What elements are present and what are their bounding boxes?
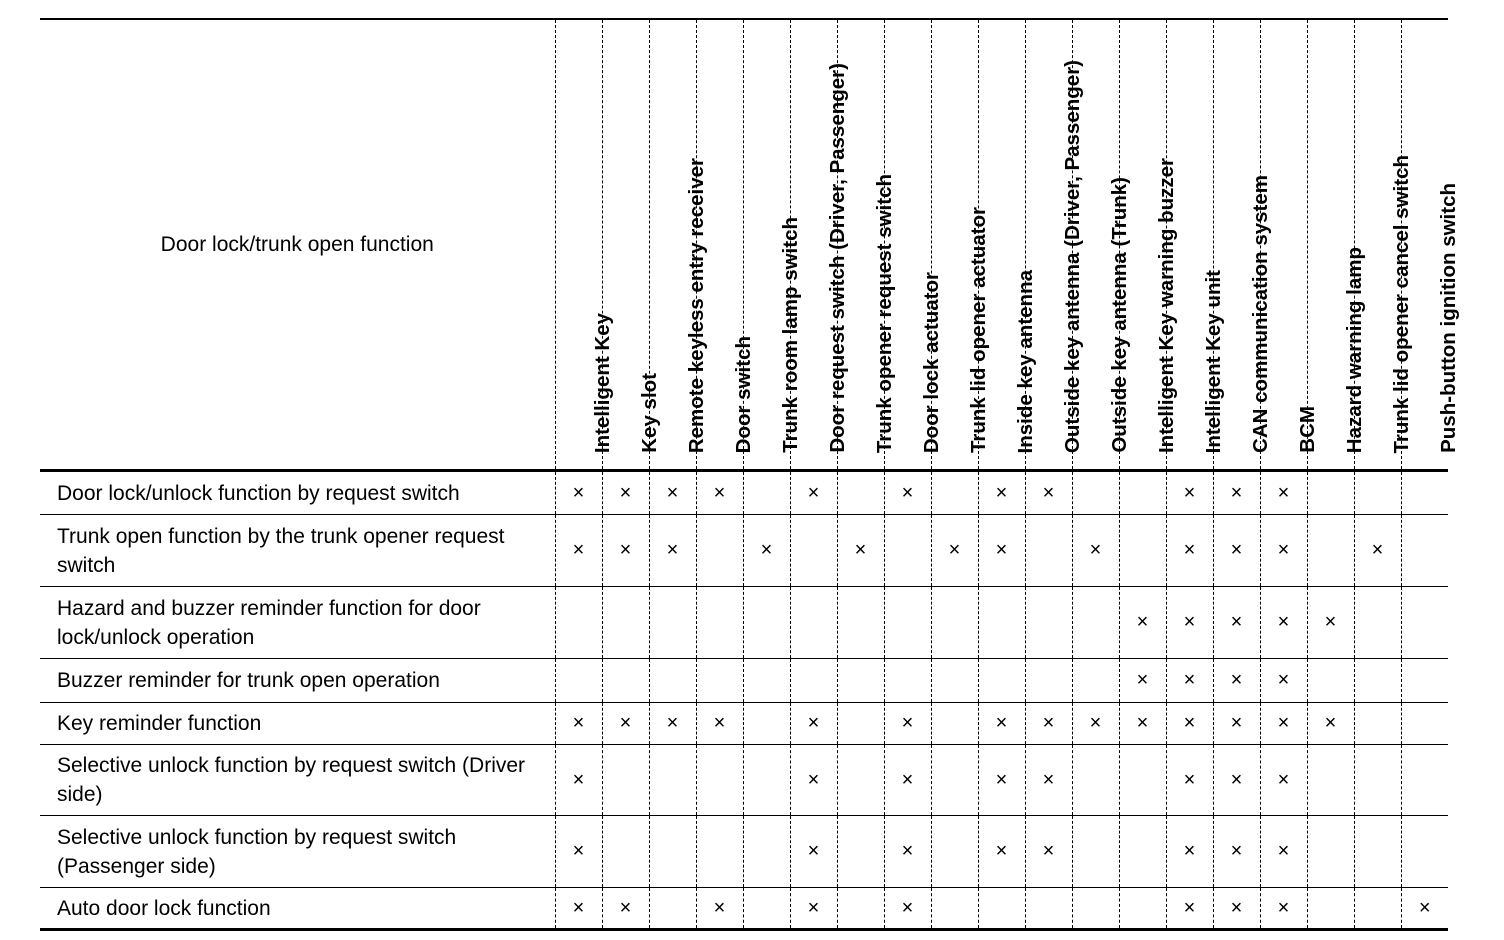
mark-cell [931,888,978,930]
x-mark-icon: × [1089,712,1102,734]
table-row [40,888,1448,930]
mark-cell [602,471,649,515]
mark-cell [1166,745,1213,816]
mark-cell [1354,515,1401,587]
x-mark-icon: × [901,840,914,862]
x-mark-icon: × [572,840,585,862]
mark-cell [1072,888,1119,930]
x-mark-icon: × [995,840,1008,862]
x-mark-icon: × [807,840,820,862]
mark-cell [1213,659,1260,703]
x-mark-icon: × [901,712,914,734]
x-mark-icon: × [1183,896,1196,919]
x-mark-icon: × [1230,768,1243,791]
x-mark-icon: × [1230,539,1243,561]
header-row [40,19,1448,471]
x-mark-icon: × [1277,712,1290,734]
column-header [1025,19,1084,471]
table-row [40,745,1448,816]
column-header [555,19,614,471]
x-mark-icon: × [1136,611,1149,633]
mark-cell [696,703,743,745]
mark-cell [1213,745,1260,816]
mark-cell [555,888,602,930]
mark-cell [649,745,696,816]
column-header [1213,19,1272,471]
mark-cell [884,888,931,930]
mark-cell [1025,659,1072,703]
x-mark-icon: × [1277,840,1290,862]
column-header-label: Intelligent Key warning buzzer [1154,157,1178,453]
mark-cell [602,745,649,816]
mark-cell [1072,515,1119,587]
mark-cell [743,816,790,888]
x-mark-icon: × [1277,768,1290,791]
x-mark-icon: × [901,481,914,504]
x-mark-icon: × [619,896,632,919]
mark-cell [743,888,790,930]
mark-cell [884,587,931,659]
mark-cell [978,659,1025,703]
mark-cell [1401,703,1448,745]
column-header-label: Intelligent Key [590,312,614,453]
mark-cell [1025,816,1072,888]
column-header-label: Intelligent Key unit [1201,269,1225,453]
column-header [837,19,896,471]
x-mark-icon: × [995,539,1008,561]
x-mark-icon: × [1042,481,1055,504]
mark-cell [1166,703,1213,745]
mark-cell [1307,471,1354,515]
mark-cell [1213,888,1260,930]
column-header [1401,19,1460,471]
mark-cell [1401,888,1448,930]
mark-cell [1025,888,1072,930]
mark-cell [743,471,790,515]
mark-cell [884,471,931,515]
x-mark-icon: × [1042,768,1055,791]
mark-cell [931,659,978,703]
column-header [931,19,990,471]
x-mark-icon: × [1277,539,1290,561]
column-header [602,19,661,471]
x-mark-icon: × [1324,712,1337,734]
column-header [1166,19,1225,471]
x-mark-icon: × [1277,611,1290,633]
mark-cell [1260,587,1307,659]
table-title: Door lock/trunk open function [40,19,555,471]
mark-cell [649,888,696,930]
mark-cell [1260,888,1307,930]
column-header-label: BCM [1295,406,1319,453]
mark-cell [978,745,1025,816]
mark-cell [1401,587,1448,659]
mark-cell [696,745,743,816]
mark-cell [743,587,790,659]
x-mark-icon: × [807,481,820,504]
x-mark-icon: × [619,712,632,734]
column-header-label: Outside key antenna (Trunk) [1107,177,1131,453]
x-mark-icon: × [1183,768,1196,791]
mark-cell [696,515,743,587]
mark-cell [1307,888,1354,930]
mark-cell [1307,587,1354,659]
mark-cell [837,888,884,930]
column-header-label: Trunk room lamp switch [778,217,802,453]
mark-cell [555,816,602,888]
mark-cell [1354,888,1401,930]
x-mark-icon: × [1183,840,1196,862]
x-mark-icon: × [1230,840,1243,862]
x-mark-icon: × [1136,712,1149,734]
mark-cell [1119,703,1166,745]
mark-cell [1354,659,1401,703]
x-mark-icon: × [572,768,585,791]
mark-cell [1166,659,1213,703]
x-mark-icon: × [1277,896,1290,919]
mark-cell [978,471,1025,515]
x-mark-icon: × [807,896,820,919]
column-header [978,19,1037,471]
x-mark-icon: × [572,539,585,561]
x-mark-icon: × [1183,669,1196,691]
column-header [790,19,849,471]
mark-cell [602,816,649,888]
mark-cell [790,816,837,888]
mark-cell [790,471,837,515]
mark-cell [931,816,978,888]
x-mark-icon: × [619,539,632,561]
mark-cell [790,703,837,745]
column-header [743,19,802,471]
mark-cell [884,816,931,888]
x-mark-icon: × [666,481,679,504]
column-header-label: Hazard warning lamp [1342,246,1366,453]
mark-cell [978,703,1025,745]
x-mark-icon: × [666,539,679,561]
mark-cell [649,703,696,745]
function-name: Buzzer reminder for trunk open operation [40,659,555,703]
mark-cell [1213,471,1260,515]
mark-cell [1166,816,1213,888]
table-row [40,703,1448,745]
column-header-label: Door request switch (Driver, Passenger) [825,63,849,453]
mark-cell [1307,816,1354,888]
column-header [696,19,755,471]
mark-cell [649,816,696,888]
column-header-label: Remote keyless entry receiver [684,157,708,453]
column-header-label: Outside key antenna (Driver, Passenger) [1060,59,1084,453]
function-name: Key reminder function [40,703,555,745]
column-header-label: Trunk lid opener actuator [966,206,990,453]
function-component-matrix [40,18,1460,931]
x-mark-icon: × [1042,712,1055,734]
mark-cell [555,659,602,703]
x-mark-icon: × [1136,669,1149,691]
table-body [40,471,1448,930]
mark-cell [1119,587,1166,659]
mark-cell [931,745,978,816]
x-mark-icon: × [807,712,820,734]
mark-cell [743,703,790,745]
mark-cell [1072,745,1119,816]
mark-cell [1072,703,1119,745]
x-mark-icon: × [1183,611,1196,633]
mark-cell [837,703,884,745]
x-mark-icon: × [1230,896,1243,919]
x-mark-icon: × [995,768,1008,791]
mark-cell [1166,888,1213,930]
mark-cell [837,515,884,587]
mark-cell [1119,816,1166,888]
x-mark-icon: × [572,481,585,504]
x-mark-icon: × [1418,896,1431,919]
mark-cell [1354,703,1401,745]
mark-cell [1260,471,1307,515]
column-header-label: Key slot [637,373,661,453]
mark-cell [1354,587,1401,659]
x-mark-icon: × [1230,712,1243,734]
mark-cell [1025,745,1072,816]
mark-cell [696,587,743,659]
column-header-label: Door switch [731,335,755,453]
mark-cell [884,659,931,703]
column-header [1072,19,1131,471]
column-header-label: Trunk opener request switch [872,173,896,453]
function-name: Selective unlock function by request switch (Passenger side) [40,816,555,888]
mark-cell [602,659,649,703]
mark-cell [1307,703,1354,745]
x-mark-icon: × [713,896,726,919]
column-header-label: Door lock actuator [919,271,943,453]
mark-cell [837,587,884,659]
mark-cell [1072,587,1119,659]
mark-cell [1166,471,1213,515]
column-header-label: Trunk lid opener cancel switch [1389,154,1413,453]
x-mark-icon: × [807,768,820,791]
mark-cell [790,888,837,930]
mark-cell [1025,587,1072,659]
mark-cell [1025,703,1072,745]
x-mark-icon: × [854,539,867,561]
mark-cell [555,703,602,745]
table-row [40,659,1448,703]
mark-cell [931,703,978,745]
x-mark-icon: × [1230,481,1243,504]
mark-cell [1025,471,1072,515]
x-mark-icon: × [666,712,679,734]
mark-cell [1213,703,1260,745]
mark-cell [837,816,884,888]
mark-cell [1119,515,1166,587]
mark-cell [1401,659,1448,703]
x-mark-icon: × [760,539,773,561]
mark-cell [1213,587,1260,659]
mark-cell [1260,515,1307,587]
column-header [1307,19,1366,471]
x-mark-icon: × [1324,611,1337,633]
function-name: Auto door lock function [40,888,555,930]
mark-cell [555,587,602,659]
mark-cell [1401,471,1448,515]
mark-cell [555,471,602,515]
mark-cell [978,888,1025,930]
mark-cell [1401,816,1448,888]
x-mark-icon: × [1183,539,1196,561]
x-mark-icon: × [1089,539,1102,561]
x-mark-icon: × [1277,481,1290,504]
mark-cell [1354,745,1401,816]
x-mark-icon: × [995,481,1008,504]
x-mark-icon: × [1277,669,1290,691]
table-row [40,471,1448,515]
mark-cell [931,587,978,659]
mark-cell [837,745,884,816]
table-row [40,515,1448,587]
mark-cell [696,471,743,515]
x-mark-icon: × [1371,539,1384,561]
column-header [1354,19,1413,471]
x-mark-icon: × [572,896,585,919]
mark-cell [1307,745,1354,816]
x-mark-icon: × [1230,669,1243,691]
x-mark-icon: × [901,896,914,919]
mark-cell [1119,471,1166,515]
column-header [884,19,943,471]
mark-cell [790,587,837,659]
mark-cell [649,659,696,703]
mark-cell [1213,816,1260,888]
mark-cell [884,703,931,745]
table-row [40,816,1448,888]
mark-cell [978,515,1025,587]
mark-cell [978,816,1025,888]
mark-cell [743,745,790,816]
column-header-label: Push-button ignition switch [1436,183,1460,453]
x-mark-icon: × [948,539,961,561]
mark-cell [1260,816,1307,888]
mark-cell [743,515,790,587]
mark-cell [1072,816,1119,888]
mark-cell [696,888,743,930]
table-row [40,587,1448,659]
mark-cell [884,745,931,816]
column-header [649,19,708,471]
mark-cell [1072,659,1119,703]
column-header-label: CAN communication system [1248,175,1272,453]
x-mark-icon: × [1042,840,1055,862]
function-name: Hazard and buzzer reminder function for door lock/unlock operation [40,587,555,659]
mark-cell [743,659,790,703]
mark-cell [1072,471,1119,515]
mark-cell [1401,515,1448,587]
x-mark-icon: × [1183,712,1196,734]
mark-cell [1260,659,1307,703]
x-mark-icon: × [713,712,726,734]
x-mark-icon: × [619,481,632,504]
x-mark-icon: × [995,712,1008,734]
mark-cell [1119,888,1166,930]
function-name: Trunk open function by the trunk opener request switch [40,515,555,587]
function-name: Selective unlock function by request switch (Driver side) [40,745,555,816]
mark-cell [837,659,884,703]
mark-cell [696,659,743,703]
mark-cell [1354,816,1401,888]
x-mark-icon: × [713,481,726,504]
mark-cell [978,587,1025,659]
function-name: Door lock/unlock function by request switch [40,471,555,515]
mark-cell [555,745,602,816]
mark-cell [649,515,696,587]
mark-cell [790,515,837,587]
column-header-label: Inside key antenna [1013,269,1037,453]
mark-cell [1260,703,1307,745]
mark-cell [555,515,602,587]
mark-cell [884,515,931,587]
mark-cell [1213,515,1260,587]
mark-cell [790,659,837,703]
x-mark-icon: × [572,712,585,734]
mark-cell [931,471,978,515]
mark-cell [1307,659,1354,703]
mark-cell [602,703,649,745]
mark-cell [1166,587,1213,659]
column-header [1260,19,1319,471]
x-mark-icon: × [1230,611,1243,633]
mark-cell [1307,515,1354,587]
mark-cell [602,888,649,930]
mark-cell [649,587,696,659]
mark-cell [1401,745,1448,816]
x-mark-icon: × [901,768,914,791]
mark-cell [649,471,696,515]
mark-cell [1025,515,1072,587]
mark-cell [602,515,649,587]
column-header [1119,19,1178,471]
mark-cell [602,587,649,659]
mark-cell [931,515,978,587]
mark-cell [1119,659,1166,703]
mark-cell [696,816,743,888]
mark-cell [1260,745,1307,816]
mark-cell [837,471,884,515]
mark-cell [1354,471,1401,515]
x-mark-icon: × [1183,481,1196,504]
mark-cell [1166,515,1213,587]
mark-cell [790,745,837,816]
mark-cell [1119,745,1166,816]
